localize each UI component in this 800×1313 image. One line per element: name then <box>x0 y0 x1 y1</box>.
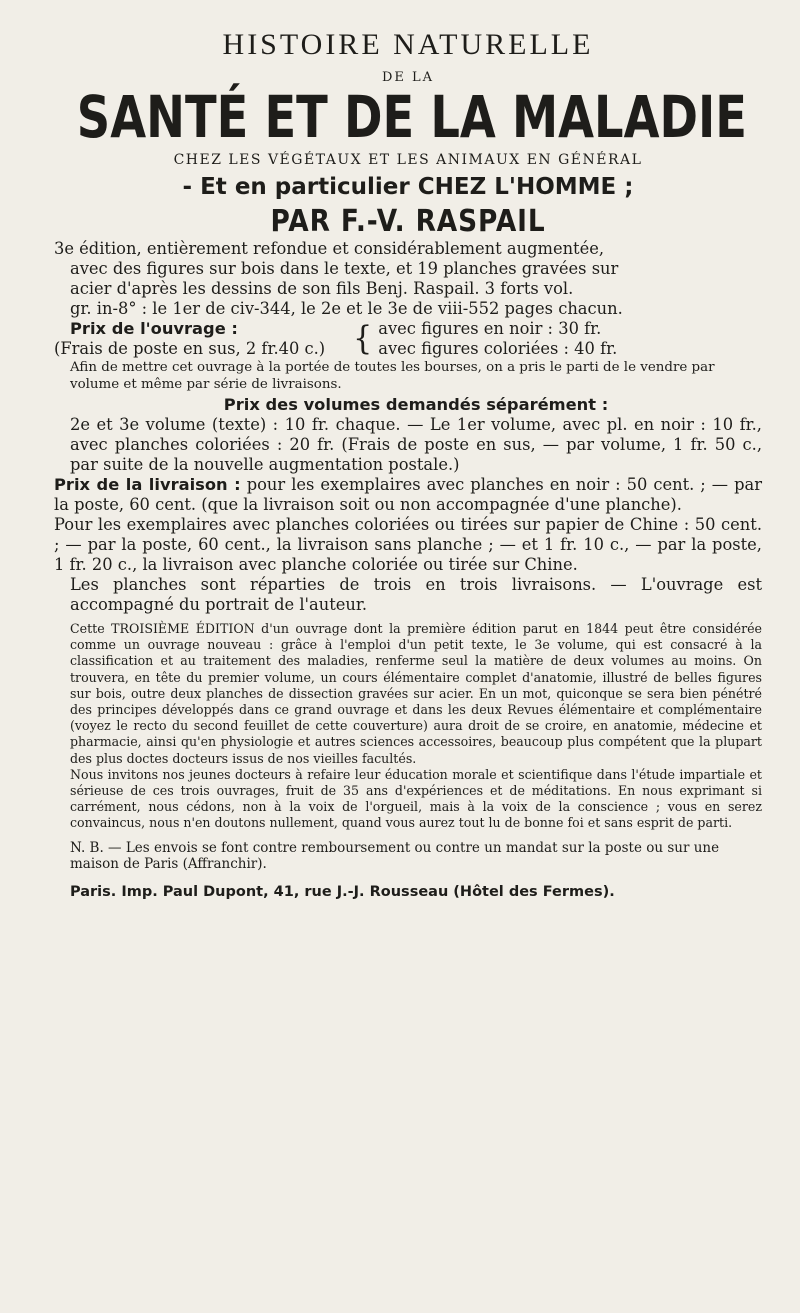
prix-livraison-text2: Pour les exemplaires avec planches coloriées ou tirées sur papier de Chine : 50 cent. ; — par la poste, 60 cent., la livraison sans planche ; — et 1 fr. 10 c., — par la poste, 1 fr. 20 c., la livraison avec planche coloriée ou tirée sur Chine. <box>54 514 762 574</box>
fine-print-p1: Cette TROISIÈME ÉDITION d'un ouvrage dont la première édition parut en 1844 peut être considérée comme un ouvrage nouveau : grâce à l'emploi d'un petit texte, le 3e volume, qui est consacré à la classification et au traitement des maladies, renferme seul la matière de deux volumes au moins. On trouvera, en tête du premier volume, un cours élémentaire complet d'anatomie, illustré de belles figures sur bois, outre deux planches de dissection gravées sur acier. En un mot, quiconque se sera bien pénétré des principes développés dans ce grand ouvrage et dans les deux Revues élémentaire et complémentaire (voyez le recto du second feuillet de cette couverture) aura droit de se croire, en anatomie, médecine et pharmacie, ainsi qu'en physiologie et autres sciences accessoires, beaucoup plus compétent que la plupart des plus doctes docteurs issus de nos vieilles facultés. <box>70 620 762 766</box>
fine-print-p2: Nous invitons nos jeunes docteurs à refaire leur éducation morale et scientifique dans l'étude impartiale et sérieuse de ces trois ouvrages, fruit de 35 ans d'expériences et de méditations. En nous exprimant si carrément, nous cédons, non à la voix de l'orgueil, mais à la voix de la conscience ; vous en serez convaincus, nous n'en doutons nullement, quand vous aurez tout lu de bonne foi et sans esprit de parti. <box>70 766 762 831</box>
prix-volumes-label: Prix des volumes demandés séparément : <box>223 394 609 414</box>
prix-note: Afin de mettre cet ouvrage à la portée de toutes les bourses, on a pris le parti de le vendre par volume et même par série de livraisons. <box>70 359 715 392</box>
edition-line: avec des figures sur bois dans le texte, et 19 planches gravées sur <box>70 258 619 278</box>
prix-livraison <box>54 475 762 615</box>
prix-ouvrage-label: Prix de l'ouvrage : <box>70 318 238 338</box>
brace-glyph: { <box>353 319 373 358</box>
frais-poste: (Frais de poste en sus, 2 fr.40 c.) <box>54 338 326 358</box>
edition-block <box>54 239 762 319</box>
prix-volumes <box>54 395 762 475</box>
prix-livraison-label: Prix de la livraison : <box>54 474 241 494</box>
subtitle: CHEZ LES VÉGÉTAUX ET LES ANIMAUX EN GÉNÉRAL <box>173 151 643 168</box>
edition-line: acier d'après les dessins de son fils Benj. Raspail. 3 forts vol. <box>70 278 574 298</box>
nb-note: N. B. — Les envois se font contre remboursement ou contre un mandat sur la poste ou sur une maison de Paris (Affranchir). <box>70 839 720 872</box>
author-line: PAR F.-V. RASPAIL <box>270 203 546 239</box>
prix-livraison-text: pour les exemplaires avec planches en noir : 50 cent. ; — par la poste, 60 cent. (que la livraison soit ou non accompagnée d'une planche). <box>54 474 762 514</box>
title-top: HISTOIRE NATURELLE <box>222 28 594 61</box>
particulier-line: - Et en particulier CHEZ L'HOMME ; <box>182 173 634 200</box>
imprint: Paris. Imp. Paul Dupont, 41, rue J.-J. Rousseau (Hôtel des Fermes). <box>70 883 615 900</box>
main-title: SANTÉ ET DE LA MALADIE <box>76 83 747 151</box>
edition-line: gr. in-8° : le 1er de civ-344, le 2e et le 3e de viii-552 pages chacun. <box>70 298 623 318</box>
option-noir: avec figures en noir : 30 fr. <box>378 318 602 338</box>
edition-line: 3e édition, entièrement refondue et considérablement augmentée, <box>54 238 605 258</box>
prix-volumes-text: 2e et 3e volume (texte) : 10 fr. chaque. — Le 1er volume, avec pl. en noir : 10 fr., avec planches coloriées : 20 fr. (Frais de poste en sus, — par volume, 1 fr. 50 c., par suite de la nouvelle augmentation postale.) <box>70 414 762 474</box>
prix-livraison-text3: Les planches sont réparties de trois en trois livraisons. — L'ouvrage est accompagné du portrait de l'auteur. <box>70 574 762 614</box>
option-coloriees: avec figures coloriées : 40 fr. <box>378 338 618 358</box>
de-la-text: DE LA <box>381 70 435 85</box>
prix-ouvrage <box>54 319 762 359</box>
fine-print <box>54 621 762 832</box>
